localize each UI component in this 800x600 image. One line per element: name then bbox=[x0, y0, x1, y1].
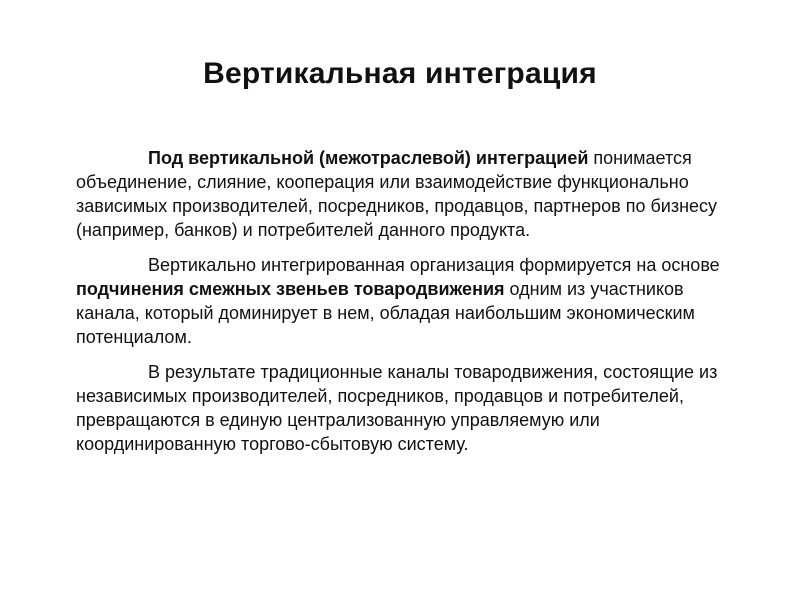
organization-text-start: Вертикально интегрированная организация формируется на основе bbox=[148, 255, 720, 275]
paragraph-definition bbox=[76, 146, 752, 242]
organization-text-end: одним из участников канала, который доминирует в нем, обладая наибольшим экономическим потенциалом. bbox=[76, 279, 695, 347]
slide-body bbox=[76, 146, 752, 456]
definition-text: понимается объединение, слияние, кооперация или взаимодействие функционально зависимых производителей, посредников, продавцов, партнеров по бизнесу (например, банков) и потребителей данного продукта. bbox=[76, 148, 718, 240]
slide-title: Вертикальная интеграция bbox=[203, 57, 597, 90]
paragraph-result bbox=[76, 360, 752, 456]
paragraph-organization bbox=[76, 253, 752, 349]
organization-emphasis: подчинения смежных звеньев товародвижения bbox=[76, 279, 505, 299]
result-text: В результате традиционные каналы товародвижения, состоящие из независимых производителей, посредников, продавцов и потребителей, превращаются в единую централизованную управляемую или координированную торгово-сбытовую систему. bbox=[76, 362, 718, 454]
definition-term: Под вертикальной (межотраслевой) интеграцией bbox=[148, 148, 589, 168]
